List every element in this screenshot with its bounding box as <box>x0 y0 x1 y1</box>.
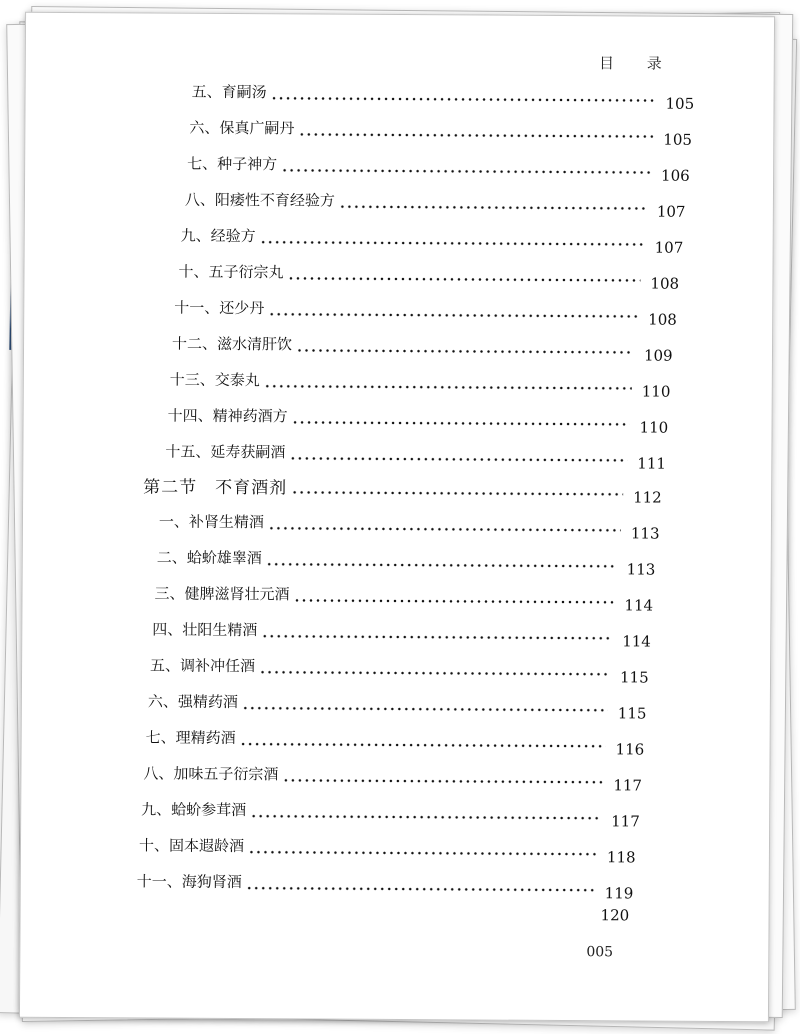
leader-dots <box>248 849 597 857</box>
toc-entry-page: 120 <box>600 906 630 925</box>
toc-entry-page: 112 <box>633 488 662 507</box>
leader-dots <box>339 204 647 212</box>
toc-entry-page: 115 <box>617 704 647 723</box>
toc-entry[interactable] <box>156 542 656 579</box>
toc-entry-page: 113 <box>630 524 660 543</box>
leader-dots <box>260 239 645 247</box>
toc-entry[interactable] <box>180 220 684 257</box>
toc-entry[interactable] <box>167 400 669 437</box>
toc-entry-page: 110 <box>639 418 669 437</box>
toc-entry[interactable] <box>184 184 686 221</box>
leader-dots <box>271 95 656 103</box>
toc-entry-title: 十一、还少丹 <box>174 298 265 317</box>
toc-entry-title: 七、理精药酒 <box>145 727 236 747</box>
toc-entry-title: 五、调补冲任酒 <box>150 655 256 675</box>
toc-entry-title: 八、加味五子衍宗酒 <box>143 763 279 783</box>
toc-section-heading[interactable] <box>143 469 662 507</box>
toc-entry-title: 九、蛤蚧参茸酒 <box>141 799 247 819</box>
toc-list <box>20 13 774 1022</box>
toc-entry-page: 105 <box>665 94 695 113</box>
toc-entry-title: 十四、精神药酒方 <box>167 406 288 425</box>
toc-entry[interactable] <box>189 112 693 149</box>
toc-entry-title: 十五、延寿获嗣酒 <box>165 442 286 461</box>
toc-entry[interactable] <box>178 256 680 293</box>
toc-entry[interactable] <box>138 829 636 867</box>
leader-dots <box>289 455 627 463</box>
leader-dots <box>268 525 621 533</box>
toc-entry-title: 四、壮阳生精酒 <box>152 620 258 639</box>
toc-entry-page: 107 <box>654 238 684 257</box>
toc-entry-page: 114 <box>622 632 651 651</box>
toc-entry-title: 六、保真广嗣丹 <box>189 118 295 137</box>
toc-entry-page: 117 <box>611 812 640 831</box>
toc-entry-tail[interactable] <box>135 887 630 925</box>
toc-entry-page: 111 <box>637 454 667 473</box>
toc-entry[interactable] <box>169 364 671 401</box>
toc-entry-title: 十三、交泰丸 <box>169 370 260 389</box>
leader-dots <box>287 275 640 283</box>
toc-entry-title: 五、育嗣汤 <box>191 82 267 101</box>
leader-dots <box>298 131 653 139</box>
leader-dots <box>292 419 630 427</box>
toc-entry[interactable] <box>147 685 647 723</box>
toc-entry[interactable] <box>154 578 654 615</box>
toc-entry[interactable] <box>187 148 690 185</box>
toc-entry[interactable] <box>165 436 667 473</box>
toc-entry-page: 106 <box>661 166 690 185</box>
toc-entry-page: 109 <box>643 346 673 365</box>
leader-dots <box>264 383 632 391</box>
toc-entry-page: 119 <box>604 884 634 903</box>
toc-entry[interactable] <box>172 328 673 365</box>
toc-entry-page: 108 <box>650 274 680 293</box>
leader-dots <box>293 597 614 605</box>
toc-entry-page: 110 <box>641 382 671 401</box>
toc-entry[interactable] <box>150 649 649 687</box>
toc-entry[interactable] <box>191 76 695 113</box>
toc-entry[interactable] <box>145 721 645 759</box>
leader-dots <box>282 777 603 785</box>
toc-entry[interactable] <box>152 614 651 651</box>
leader-dots <box>281 167 651 175</box>
page-number: 005 <box>586 944 614 961</box>
toc-entry-title: 十二、滋水清肝饮 <box>172 334 293 353</box>
toc-entry-title: 七、种子神方 <box>187 154 278 173</box>
toc-entry-page: 114 <box>624 596 654 615</box>
toc-entry[interactable] <box>143 757 643 795</box>
toc-entry[interactable] <box>141 793 640 831</box>
toc-entry-title: 六、强精药酒 <box>147 691 238 711</box>
toc-entry-title: 三、健脾滋肾壮元酒 <box>154 584 290 603</box>
toc-entry-title: 九、经验方 <box>180 226 256 245</box>
leader-dots <box>242 705 608 713</box>
toc-entry-title: 十、固本遐龄酒 <box>138 835 245 855</box>
toc-entry-title: 十、五子衍宗丸 <box>178 262 284 281</box>
leader-dots <box>240 741 606 749</box>
toc-entry-page: 105 <box>663 130 693 149</box>
toc-entry-page: 117 <box>613 776 643 795</box>
toc-entry-page: 108 <box>648 310 677 329</box>
toc-entry[interactable] <box>174 292 677 329</box>
toc-entry-title: 八、阳痿性不育经验方 <box>184 190 336 210</box>
toc-entry-title: 十一、海狗肾酒 <box>136 871 242 891</box>
toc-entry-page: 116 <box>615 740 645 759</box>
leader-dots <box>268 311 638 319</box>
running-head: 目 录 <box>598 54 676 73</box>
leader-dots <box>261 633 612 641</box>
leader-dots <box>266 561 617 569</box>
leader-dots <box>259 669 610 677</box>
toc-entry[interactable] <box>158 506 660 543</box>
toc-page <box>19 12 775 1023</box>
toc-entry-title: 一、补肾生精酒 <box>158 512 265 531</box>
section-title: 第二节 不育酒剂 <box>143 476 288 498</box>
toc-entry-title: 二、蛤蚧雄睾酒 <box>156 548 262 567</box>
toc-entry-page: 113 <box>626 560 656 579</box>
toc-entry-page: 118 <box>606 848 636 867</box>
leader-dots <box>250 813 601 821</box>
leader-dots <box>296 347 634 355</box>
toc-entry-page: 107 <box>656 202 686 221</box>
toc-entry-page: 115 <box>619 668 649 687</box>
leader-dots <box>291 489 623 497</box>
